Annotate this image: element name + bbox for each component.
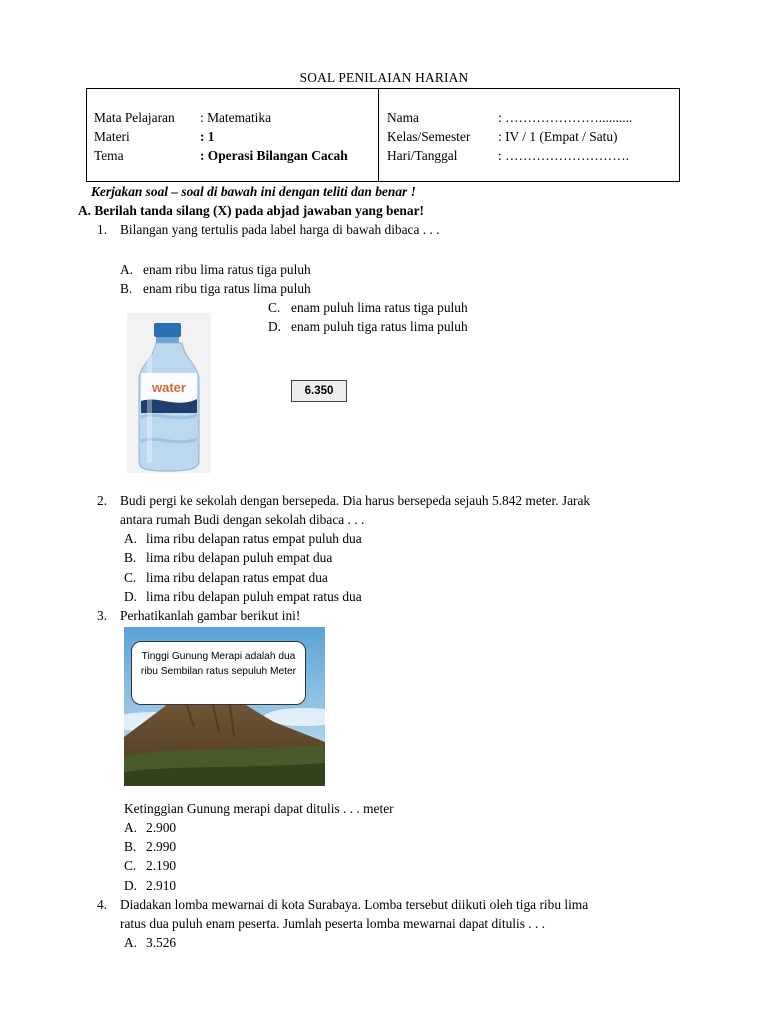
- q3-number: 3.: [97, 608, 108, 623]
- q2-option-d-letter: D.: [124, 589, 138, 604]
- speech-bubble: Tinggi Gunung Merapi adalah dua ribu Sembilan ratus sepuluh Meter: [131, 641, 306, 705]
- q2-option-b-letter: B.: [124, 550, 137, 565]
- name-label: Nama: [387, 110, 419, 125]
- q1-option-a-letter: A.: [120, 262, 134, 277]
- q1-option-c: enam puluh lima ratus tiga puluh: [291, 300, 468, 315]
- q2-text-line1: Budi pergi ke sekolah dengan bersepeda. Dia harus bersepeda sejauh 5.842 meter. Jarak: [120, 493, 591, 508]
- q1-option-b-letter: B.: [120, 281, 133, 296]
- q3-option-a: 2.900: [146, 820, 177, 835]
- q3-text: Perhatikanlah gambar berikut ini!: [120, 608, 301, 623]
- q4-number: 4.: [97, 897, 108, 912]
- q1-option-c-letter: C.: [268, 300, 281, 315]
- q1-text: Bilangan yang tertulis pada label harga di bawah dibaca . . .: [120, 222, 440, 237]
- q1-option-b: enam ribu tiga ratus lima puluh: [143, 281, 311, 296]
- material-label: Materi: [94, 129, 130, 144]
- q3-option-b-letter: B.: [124, 839, 137, 854]
- q4-option-a: 3.526: [146, 935, 177, 950]
- date-value: : ……………………….: [498, 148, 629, 163]
- instruction: Kerjakan soal – soal di bawah ini dengan teliti dan benar !: [91, 184, 416, 199]
- theme-label: Tema: [94, 148, 124, 163]
- q2-option-c-letter: C.: [124, 570, 137, 585]
- date-label: Hari/Tanggal: [387, 148, 458, 163]
- q3-option-c: 2.190: [146, 858, 177, 873]
- material-value: : 1: [200, 129, 215, 144]
- q1-number: 1.: [97, 222, 108, 237]
- q2-option-a: lima ribu delapan ratus empat puluh dua: [146, 531, 362, 546]
- q1-option-a: enam ribu lima ratus tiga puluh: [143, 262, 311, 277]
- q4-text-line2: ratus dua puluh enam peserta. Jumlah peserta lomba mewarnai dapat ditulis . . .: [120, 916, 546, 931]
- class-value: : IV / 1 (Empat / Satu): [498, 129, 618, 144]
- name-value: : …………………..........: [498, 110, 633, 125]
- q3-option-c-letter: C.: [124, 858, 137, 873]
- q1-option-d: enam puluh tiga ratus lima puluh: [291, 319, 468, 334]
- page-title: SOAL PENILAIAN HARIAN: [299, 70, 469, 85]
- q4-option-a-letter: A.: [124, 935, 138, 950]
- theme-value: : Operasi Bilangan Cacah: [200, 148, 348, 163]
- q2-option-c: lima ribu delapan ratus empat dua: [146, 570, 328, 585]
- q4-text-line1: Diadakan lomba mewarnai di kota Surabaya. Lomba tersebut diikuti oleh tiga ribu lima: [120, 897, 589, 912]
- q3-question: Ketinggian Gunung merapi dapat ditulis . . . meter: [124, 801, 394, 816]
- q3-option-b: 2.990: [146, 839, 177, 854]
- subject-value: : Matematika: [200, 110, 272, 125]
- price-tag: 6.350: [291, 380, 347, 402]
- q3-option-a-letter: A.: [124, 820, 138, 835]
- q3-option-d: 2.910: [146, 878, 177, 893]
- water-bottle-image: [127, 313, 211, 473]
- bottle-label: water: [152, 380, 186, 395]
- q2-option-b: lima ribu delapan puluh empat dua: [146, 550, 333, 565]
- q3-option-d-letter: D.: [124, 878, 138, 893]
- q2-text-line2: antara rumah Budi dengan sekolah dibaca . . .: [120, 512, 365, 527]
- q2-option-a-letter: A.: [124, 531, 138, 546]
- header-divider: [378, 88, 379, 182]
- q2-option-d: lima ribu delapan puluh empat ratus dua: [146, 589, 362, 604]
- subject-label: Mata Pelajaran: [94, 110, 175, 125]
- section-a-heading: A. Berilah tanda silang (X) pada abjad jawaban yang benar!: [78, 203, 424, 218]
- q2-number: 2.: [97, 493, 108, 508]
- q1-option-d-letter: D.: [268, 319, 282, 334]
- class-label: Kelas/Semester: [387, 129, 471, 144]
